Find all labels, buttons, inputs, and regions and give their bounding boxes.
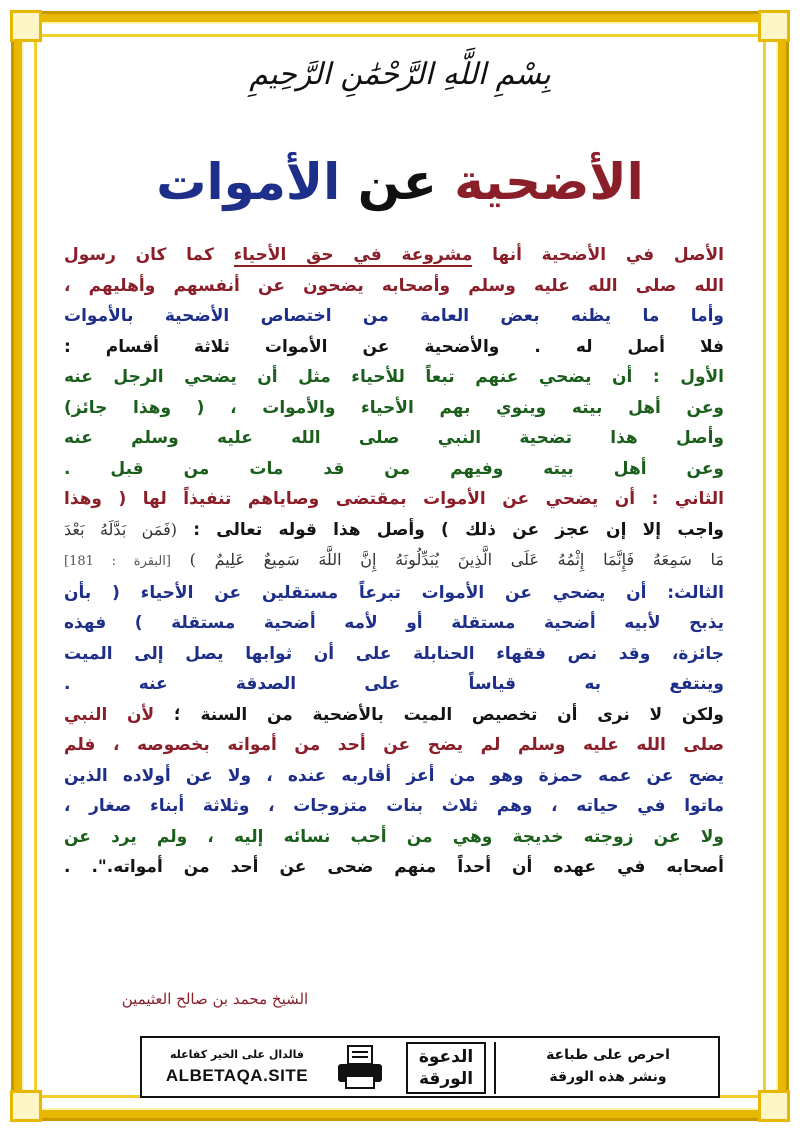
verse-reference: [البقرة : 181]: [64, 554, 171, 569]
corner-ornament: [758, 1090, 790, 1122]
body-line: وأما ما يظنه بعض العامة من اختصاص الأضحية بالأموات: [64, 306, 724, 326]
body-line: فلا أصل له . والأضحية عن الأموات ثلاثة أقسام :: [64, 336, 724, 357]
body-line: ولكن لا نرى أن تخصيص الميت بالأضحية من السنة ؛ لأن النبي: [64, 704, 724, 725]
bismillah-calligraphy: بِسْمِ اللَّهِ الرَّحْمَٰنِ الرَّحِيمِ: [249, 57, 551, 92]
body-line: جائزة، وقد نص فقهاء الحنابلة على أن ثوابها يصل إلى الميت: [64, 643, 724, 664]
corner-ornament: [10, 10, 42, 42]
body-line: الله صلى الله عليه وسلم وأصحابه يضحون عن أنفسهم وأهليهم ،: [64, 275, 724, 296]
site-link[interactable]: ALBETAQA.SITE: [165, 1066, 309, 1085]
body-line: صلى الله عليه وسلم لم يضح عن أحد من أمواته بخصوصه ، فلم: [64, 735, 724, 755]
article-body: [64, 240, 724, 883]
underlined-phrase: مشروعة في حق الأحياء: [233, 245, 473, 265]
body-line: الثالث: أن يضحي عن الأموات تبرعاً مستقلين عن الأحياء ( بأن: [64, 582, 724, 603]
footer-divider: [494, 1042, 496, 1094]
corner-ornament: [758, 10, 790, 42]
body-line: وينتفع به قياساً على الصدقة عنه .: [64, 674, 724, 694]
body-line: أصحابه في عهده أن أحداً منهم ضحى عن أحد من أمواته.". .: [64, 857, 724, 877]
body-line: واجب إلا إن عجز عن ذلك ) وأصل هذا قوله تعالى : (فَمَن بَدَّلَهُ بَعْدَ: [64, 519, 724, 540]
footer-site-block: [152, 1046, 322, 1090]
author-signature: الشيخ محمد بن صالح العثيمين: [121, 990, 309, 1008]
body-line: ولا عن زوجته خديجة وهي من أحب نسائه إليه ، ولم يرد عن: [64, 826, 724, 847]
body-line: وأصل هذا تضحية النبي صلى الله عليه وسلم عنه: [64, 428, 724, 448]
title-word-1: الأضحية: [454, 153, 644, 211]
title-word-3: الأموات: [156, 153, 341, 211]
body-line: ماتوا في حياته ، وهم ثلاث بنات متزوجات ، وثلاثة أبناء صغار ،: [64, 796, 724, 816]
body-line: وعن أهل بيته وينوي بهم الأحياء والأموات ، ( وهذا جائز): [64, 397, 724, 418]
body-line: الأصل في الأضحية أنها مشروعة في حق الأحياء كما كان رسول: [64, 245, 724, 265]
dawa-logo: الدعوة الورقة: [406, 1042, 486, 1094]
footer-print-note: احرص على طباعة ونشر هذه الورقة: [546, 1047, 670, 1085]
body-line: [64, 545, 724, 578]
page-title: [100, 142, 700, 222]
body-line: الثاني : أن يضحي عن الأموات بمقتضى وصاياهم تنفيذاً لها ( وهذا: [64, 489, 724, 509]
body-line: يذبح لأبيه أضحية مستقلة أو لأمه أضحية مستقلة ) فهذه: [64, 613, 724, 633]
body-line: وعن أهل بيته وفيهم من قد مات من قبل .: [64, 458, 724, 479]
footer-saying: فالدال على الخير كفاعله: [169, 1048, 305, 1061]
printer-icon: [334, 1044, 386, 1092]
title-word-2: عن: [357, 153, 437, 211]
body-line: الأول : أن يضحي عنهم تبعاً للأحياء مثل أن يضحي الرجل عنه: [64, 367, 724, 387]
footer-banner: [140, 1036, 720, 1098]
quran-verse: مَا سَمِعَهُ فَإِنَّمَا إِثْمُهُ عَلَى الَّذِينَ يُبَدِّلُونَهُ إِنَّ اللَّهَ سَمِيعٌ عَلِيمٌ ): [170, 550, 724, 569]
corner-ornament: [10, 1090, 42, 1122]
quran-verse: (فَمَن بَدَّلَهُ بَعْدَ: [64, 519, 177, 539]
body-line: يضح عن عمه حمزة وهو من أعز أقاربه عنده ، ولا عن أولاده الذين: [64, 765, 724, 786]
